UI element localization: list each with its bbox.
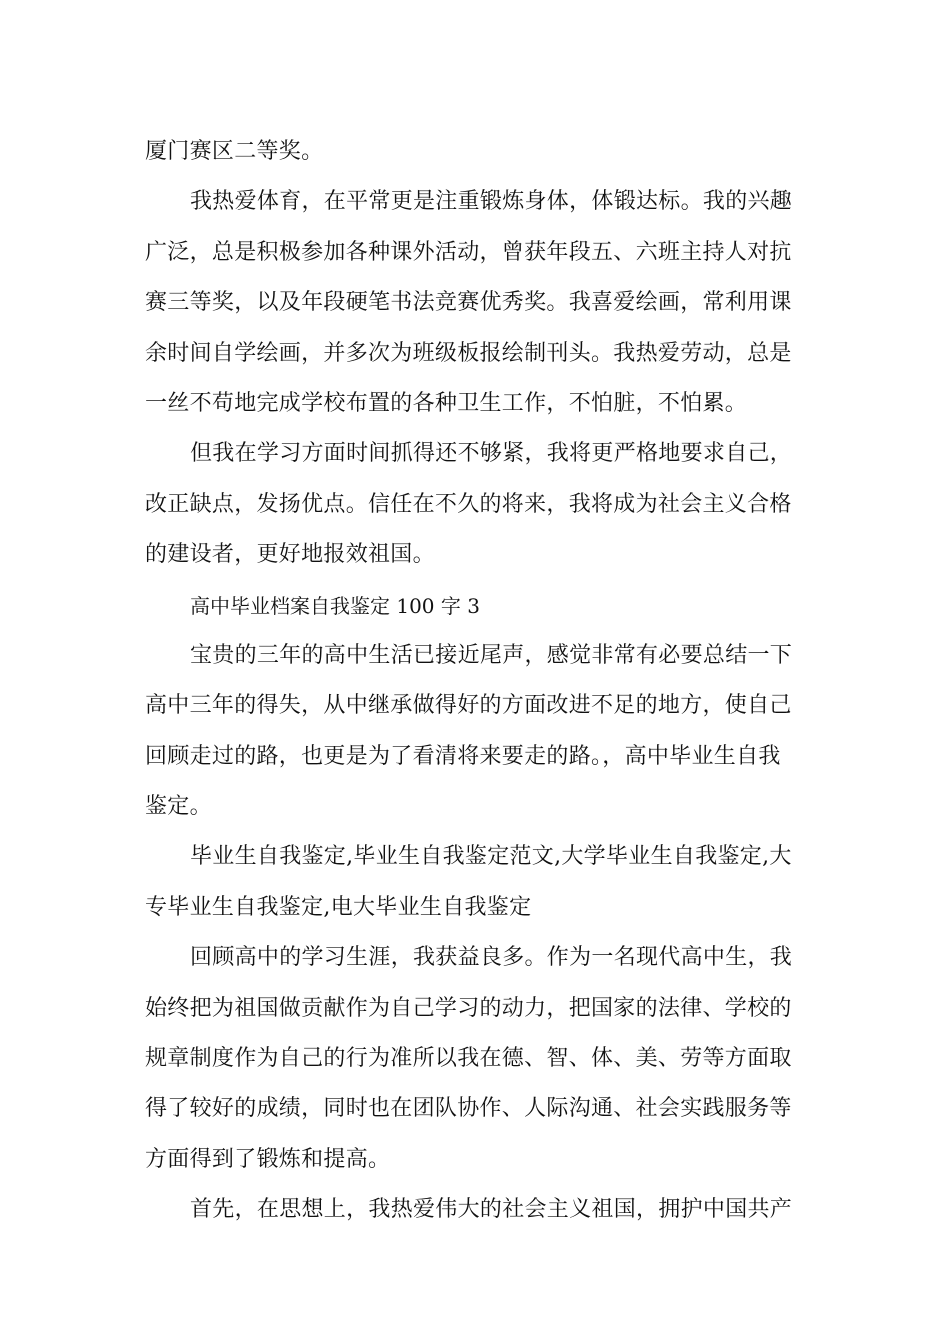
paragraph-start-line: 毕业生自我鉴定,毕业生自我鉴定范文,大学毕业生自我鉴定,大 [190,844,792,870]
text-line: 余时间自学绘画，并多次为班级板报绘制刊头。我热爱劳动，总是 [145,340,792,366]
paragraph-start-line: 宝贵的三年的高中生活已接近尾声，感觉非常有必要总结一下 [190,642,793,668]
text-line: 广泛，总是积极参加各种课外活动，曾获年段五、六班主持人对抗 [145,239,792,265]
text-line: 规章制度作为自己的行为准所以我在德、智、体、美、劳等方面取 [145,1046,792,1072]
document-body [145,127,815,1236]
text-line: 鉴定。 [145,794,212,820]
text-line: 专毕业生自我鉴定,电大毕业生自我鉴定 [145,894,532,920]
paragraph-start-line: 但我在学习方面时间抓得还不够紧，我将更严格地要求自己， [190,441,793,467]
text-line: 改正缺点，发扬优点。信任在不久的将来，我将成为社会主义合格 [145,491,792,517]
text-line: 一丝不苟地完成学校布置的各种卫生工作，不怕脏，不怕累。 [145,390,748,416]
text-line: 高中三年的得失，从中继承做得好的方面改进不足的地方，使自己 [145,693,792,719]
text-line: 回顾走过的路，也更是为了看清将来要走的路。，高中毕业生自我 [145,743,781,769]
text-line: 始终把为祖国做贡献作为自己学习的动力，把国家的法律、学校的 [145,995,792,1021]
text-line: 方面得到了锻炼和提高。 [145,1146,391,1172]
section-heading: 高中毕业档案自我鉴定 100 字 3 [190,593,480,618]
paragraph-start-line: 我热爱体育，在平常更是注重锻炼身体，体锻达标。我的兴趣 [190,189,793,215]
paragraph-start-line: 首先，在思想上，我热爱伟大的社会主义祖国，拥护中国共产 [190,1197,793,1223]
text-line: 厦门赛区二等奖。 [145,139,324,164]
text-line: 的建设者，更好地报效祖国。 [145,542,435,568]
text-line: 得了较好的成绩，同时也在团队协作、人际沟通、社会实践服务等 [145,1096,792,1122]
paragraph-start-line: 回顾高中的学习生涯，我获益良多。作为一名现代高中生，我 [190,945,793,971]
text-line: 赛三等奖，以及年段硬笔书法竞赛优秀奖。我喜爱绘画，常利用课 [145,290,792,316]
